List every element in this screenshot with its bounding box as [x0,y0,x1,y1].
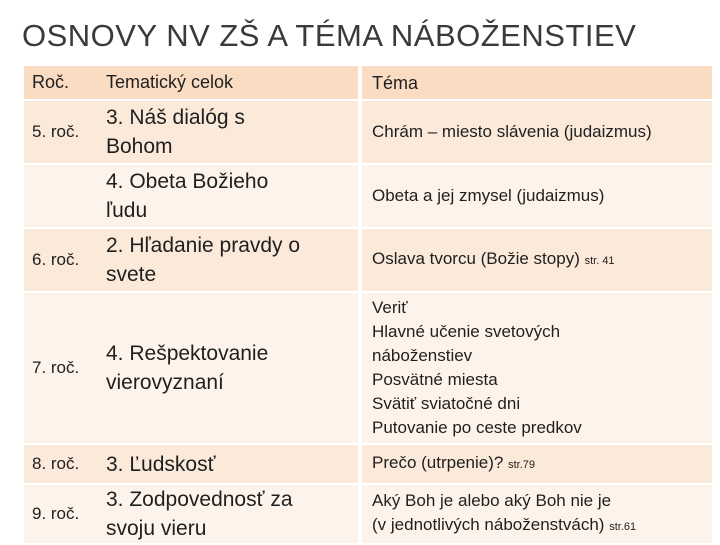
unit-line: 4. Rešpektovanie [106,342,269,365]
table-row [24,164,712,228]
unit-line: ľudu [106,199,148,222]
unit-line: 4. Obeta Božieho [106,170,269,193]
row-theme [360,444,712,484]
theme-line: Oslava tvorcu (Božie stopy) [372,249,580,268]
row-unit [98,164,360,228]
table-row [24,292,712,444]
page-note: str.79 [508,459,535,471]
row-theme [360,164,712,228]
row-year: 9. roč. [24,484,98,544]
row-theme [360,292,712,444]
row-year: 7. roč. [24,292,98,444]
header-unit: Tematický celok [98,66,360,100]
row-unit [98,444,360,484]
row-unit [98,228,360,292]
page-note: str. 41 [584,255,615,267]
unit-line: svoju vieru [106,517,207,540]
slide-title: OSNOVY NV ZŠ A TÉMA NÁBOŽENSTIEV [22,18,637,53]
table-row [24,228,712,292]
row-year: 5. roč. [24,100,98,164]
theme-line: Aký Boh je alebo aký Boh nie je [372,491,612,510]
curriculum-table [24,66,712,545]
unit-line: 3. Zodpovednosť za [106,488,293,511]
theme-line: (v jednotlivých náboženstvách) [372,515,605,534]
unit-line: 3. Ľudskosť [106,452,216,476]
theme-line: Posvätné miesta [372,370,498,389]
unit-line: vierovyznaní [106,371,224,394]
table-header-row [24,66,712,100]
theme-line: Putovanie po ceste predkov [372,418,582,437]
row-year: 8. roč. [24,444,98,484]
unit-line: svete [106,263,157,286]
row-theme [360,484,712,544]
theme-line: Svätiť sviatočné dni [372,394,521,413]
row-year: 6. roč. [24,228,98,292]
unit-line: 3. Náš dialóg s [106,106,245,129]
theme-line: Chrám – miesto slávenia (judaizmus) [372,122,652,141]
row-theme [360,228,712,292]
row-unit [98,292,360,444]
theme-line: Obeta a jej zmysel (judaizmus) [372,186,605,205]
table-row [24,444,712,484]
row-unit [98,100,360,164]
theme-line: náboženstiev [372,346,473,365]
page-note: str.61 [609,521,637,533]
unit-line: 2. Hľadanie pravdy o [106,234,301,257]
table-row [24,484,712,544]
theme-line: Hlavné učenie svetových [372,322,561,341]
unit-line: Bohom [106,135,173,158]
row-unit [98,484,360,544]
row-theme [360,100,712,164]
theme-line: Veriť [372,298,408,317]
theme-line: Prečo (utrpenie)? [372,453,504,472]
row-year [24,164,98,228]
header-theme: Téma [360,66,712,100]
header-year: Roč. [24,66,98,100]
table-row [24,100,712,164]
